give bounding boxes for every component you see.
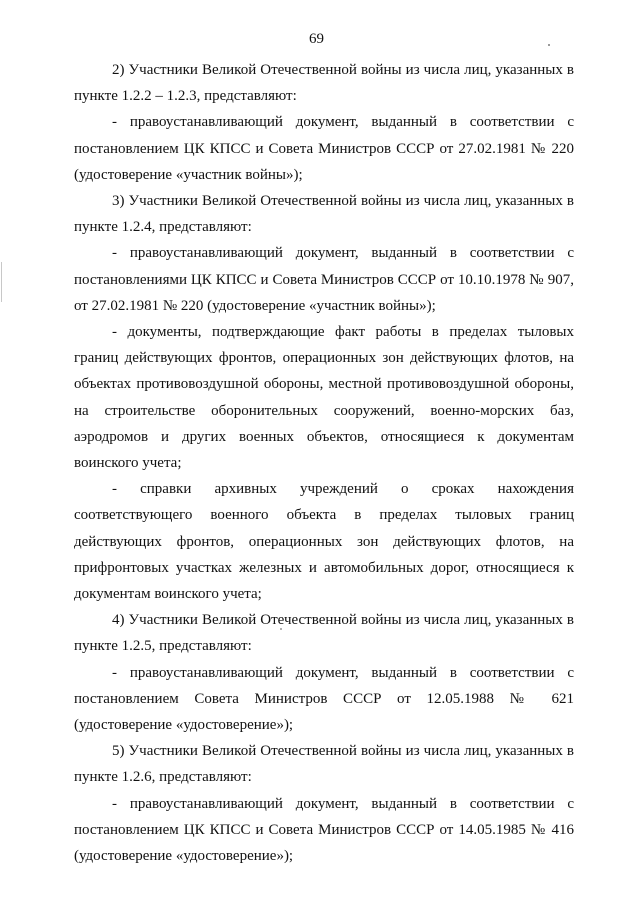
paragraph-item-5-heading: 5) Участники Великой Отечественной войны из числа лиц, указанных в пункте 1.2.6, представляют:: [74, 743, 574, 786]
scan-speck: [548, 44, 550, 46]
paragraph-item-5-document: - правоустанавливающий документ, выданный в соответствии с постановлением ЦК КПСС и Совета Министров СССР от 14.05.1985 № 416 (удостоверение «удостоверение»);: [74, 795, 574, 865]
page-number: 69: [309, 31, 324, 47]
scan-edge-mark: [1, 262, 2, 302]
paragraph-item-3-document: - правоустанавливающий документ, выданный в соответствии с постановлениями ЦК КПСС и Совета Министров СССР от 10.10.1978 № 907, от 27.02.1981 № 220 (удостоверение «участник войны»);: [74, 245, 574, 314]
paragraph-item-3-archive-certificates: - справки архивных учреждений о сроках нахождения соответствующего военного объекта в пределах тыловых границ действующих фронтов, операционных зон действующих флотов, на прифронтовых участках железных и автомобильных дорог, относящиеся к документам воинского учета;: [74, 481, 574, 603]
document-body: [74, 57, 574, 869]
paragraph-item-2-heading: 2) Участники Великой Отечественной войны из числа лиц, указанных в пункте 1.2.2 – 1.2.3, представляют:: [74, 62, 574, 105]
paragraph-item-3-heading: 3) Участники Великой Отечественной войны из числа лиц, указанных в пункте 1.2.4, представляют:: [74, 193, 574, 236]
paragraph-item-4-heading: 4) Участники Великой Отечественной войны из числа лиц, указанных в пункте 1.2.5, представляют:: [74, 612, 574, 655]
scan-speck: [280, 628, 282, 630]
paragraph-item-3-work-proof: - документы, подтверждающие факт работы в пределах тыловых границ действующих фронтов, операционных зон действующих флотов, на объектах противовоздушной обороны, местной противовоздушной обороны, на строительстве оборонительных сооружений, военно-морских баз, аэродромов и других военных объектов, относящиеся к документам воинского учета;: [74, 324, 574, 472]
paragraph-item-2-document: - правоустанавливающий документ, выданный в соответствии с постановлением ЦК КПСС и Совета Министров СССР от 27.02.1981 № 220 (удостоверение «участник войны»);: [74, 114, 574, 183]
paragraph-item-4-document: - правоустанавливающий документ, выданный в соответствии с постановлением Совета Министров СССР от 12.05.1988 № 621 (удостоверение «удостоверение»);: [74, 664, 574, 734]
